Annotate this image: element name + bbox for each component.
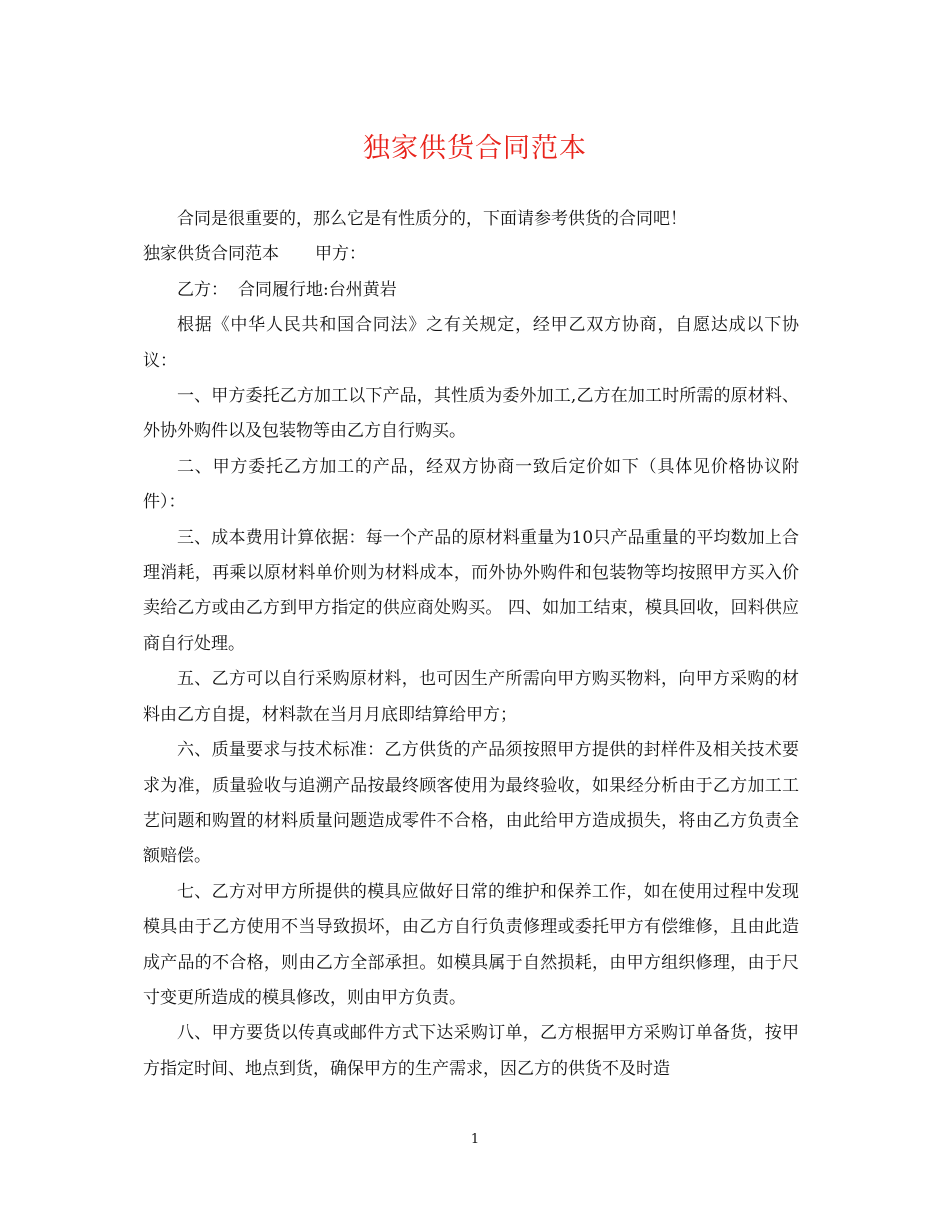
doc-name-label: 独家供货合同范本 <box>143 244 279 265</box>
clause-2: 二、甲方委托乙方加工的产品，经双方协商一致后定价如下（具体见价格协议附件）： <box>143 456 799 513</box>
clause-preamble: 根据《中华人民共和国合同法》之有关规定，经甲乙双方协商，自愿达成以下协议： <box>143 315 799 371</box>
party-b-label: 乙方： <box>177 279 228 300</box>
party-b-line <box>143 273 799 308</box>
clause-8: 八、甲方要货以传真或邮件方式下达采购订单，乙方根据甲方采购订单备货，按甲方指定时间、地点到货，确保甲方的生产需求，因乙方的供货不及时造 <box>143 1023 799 1079</box>
clause-5: 五、乙方可以自行采购原材料，也可因生产所需向甲方购买物料，向甲方采购的材料由乙方自提，材料款在当月月底即结算给甲方； <box>143 669 799 725</box>
clause-1: 一、甲方委托乙方加工以下产品，其性质为委外加工,乙方在加工时所需的原材料、外协外购件以及包装物等由乙方自行购买。 <box>143 386 799 442</box>
document-body <box>143 202 799 1087</box>
place-label: 合同履行地:台州黄岩 <box>238 279 397 300</box>
clause-3-4: 三、成本费用计算依据：每一个产品的原材料重量为10只产品重量的平均数加上合理消耗，再乘以原材料单价则为材料成本，而外协外购件和包装物等均按照甲方买入价卖给乙方或由乙方到甲方指定的供应商处购买。 四、如加工结束，模具回收，回料供应商自行处理。 <box>143 527 799 654</box>
document-title: 独家供货合同范本 <box>363 133 587 164</box>
clause-6: 六、质量要求与技术标准：乙方供货的产品须按照甲方提供的封样件及相关技术要求为准，质量验收与追溯产品按最终顾客使用为最终验收，如果经分析由于乙方加工工艺问题和购置的材料质量问题造成零件不合格，由此给甲方造成损失，将由乙方负责全额赔偿。 <box>143 740 799 867</box>
clause-7: 七、乙方对甲方所提供的模具应做好日常的维护和保养工作，如在使用过程中发现模具由于乙方使用不当导致损坏，由乙方自行负责修理或委托甲方有偿维修，且由此造成产品的不合格，则由乙方全部承担。如模具属于自然损耗，由甲方组织修理，由于尺寸变更所造成的模具修改，则由甲方负责。 <box>143 881 799 1008</box>
intro-paragraph: 合同是很重要的，那么它是有性质分的，下面请参考供货的合同吧！ <box>177 209 687 229</box>
party-a-label: 甲方： <box>315 244 366 265</box>
header-line <box>143 237 799 272</box>
page-number: 1 <box>470 1132 480 1147</box>
